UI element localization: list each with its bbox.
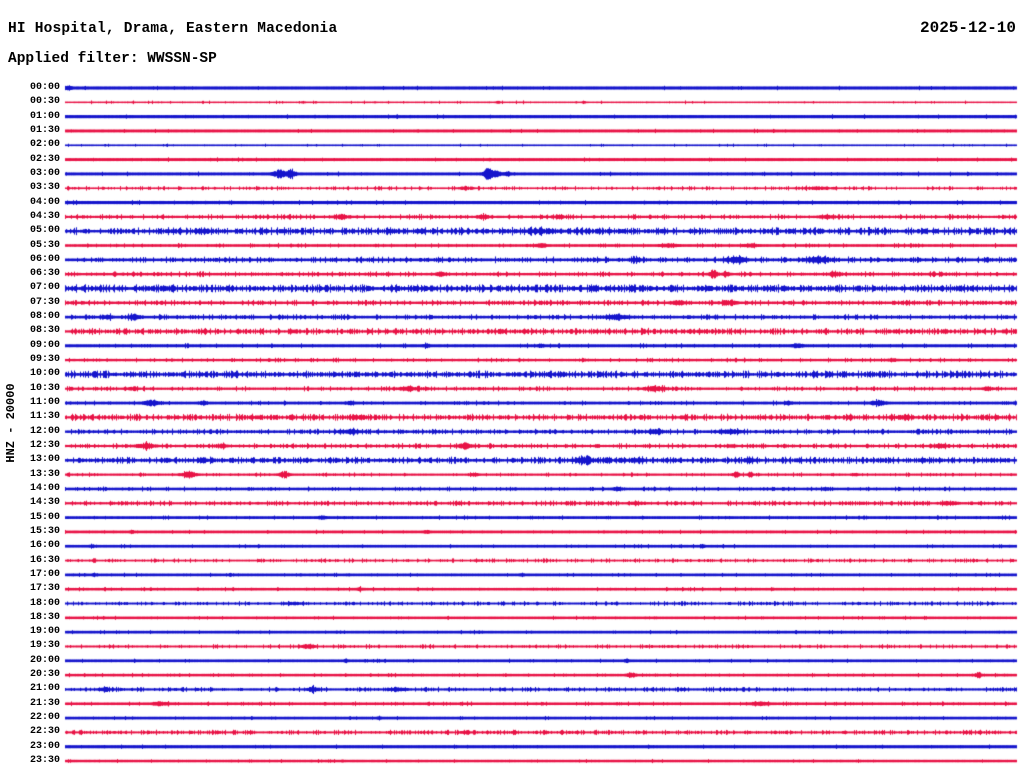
trace-time-label: 13:30 [29,468,60,480]
trace-time-label: 17:00 [29,568,60,580]
trace-time-label: 05:30 [29,239,60,251]
trace-time-label: 15:00 [29,511,60,523]
trace-time-label: 10:00 [29,368,60,380]
trace-time-label: 09:30 [29,354,60,366]
trace-time-label: 14:30 [29,497,60,509]
trace-time-label: 19:30 [29,640,60,652]
trace-time-label: 04:30 [29,210,60,222]
trace-time-label: 21:00 [29,683,60,695]
trace-time-label: 20:30 [29,669,60,681]
trace-time-label: 06:00 [29,253,60,265]
trace-time-label: 19:00 [29,626,60,638]
trace-time-label: 16:00 [29,540,60,552]
trace-time-label: 08:30 [29,325,60,337]
trace-time-label: 00:30 [29,96,60,108]
trace-time-label: 18:30 [29,611,60,623]
trace-time-label: 15:30 [29,525,60,537]
trace-time-label: 17:30 [29,583,60,595]
trace-time-label: 04:00 [29,196,60,208]
trace-time-label: 07:00 [29,282,60,294]
trace-time-label: 11:30 [29,411,60,423]
trace-time-label: 12:30 [29,440,60,451]
trace-time-label: 23:00 [29,740,60,752]
trace-time-label: 01:30 [29,124,60,136]
trace-time-label: 20:00 [29,654,60,666]
trace-time-label: 01:00 [29,110,60,122]
trace-time-label: 18:00 [29,597,60,609]
trace-time-label: 13:00 [29,454,60,466]
trace-time-label: 05:00 [29,225,60,237]
trace-time-label: 02:00 [29,139,60,151]
trace-time-label: 22:30 [29,726,60,738]
trace-time-label: 22:00 [29,712,60,724]
trace-time-label: 11:00 [29,397,60,409]
trace-time-label: 12:00 [29,425,60,437]
trace-time-label: 09:00 [29,339,60,351]
trace-time-label: 03:30 [29,182,60,194]
trace-time-label: 00:00 [29,82,60,93]
trace-time-label: 10:30 [29,382,60,394]
trace-time-label: 14:00 [29,482,60,494]
trace-time-label: 07:30 [29,296,60,308]
trace-time-label: 21:30 [29,697,60,709]
trace-time-label: 03:00 [29,167,60,179]
trace-time-label: 23:30 [29,755,60,767]
trace-time-label: 06:30 [29,268,60,280]
trace-time-label: 16:30 [29,554,60,566]
trace-time-label: 02:30 [29,153,60,165]
trace-time-label: 08:00 [29,311,60,323]
